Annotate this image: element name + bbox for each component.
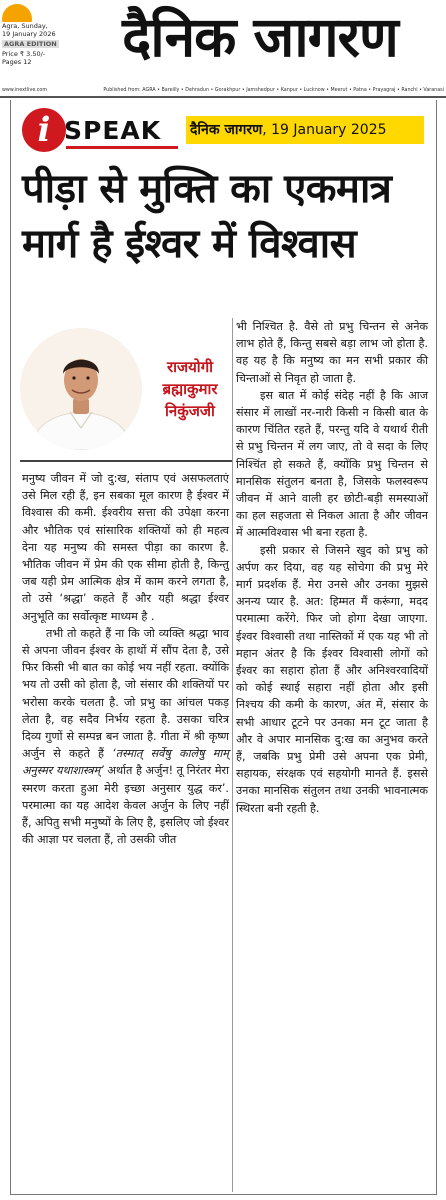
edition-badge: AGRA EDITION xyxy=(4,40,57,48)
masthead-date: 19 January 2026 xyxy=(2,30,56,38)
ispeak-underline xyxy=(66,146,178,149)
sun-logo-icon xyxy=(0,0,36,22)
website-link[interactable]: www.inextlive.com xyxy=(2,88,48,93)
author-name xyxy=(146,356,234,422)
masthead-city: Agra, Sunday, xyxy=(2,22,48,30)
column-divider xyxy=(232,318,233,1192)
ispeak-word: SPEAK xyxy=(64,116,162,145)
masthead-rule xyxy=(0,96,446,98)
article-headline xyxy=(22,162,426,272)
gita-quote: ‘तस्मात् सर्वेषु कालेषु माम् अनुस्मर यथाशास्त्रम्’ xyxy=(22,747,229,778)
paragraph-text: अर्थात है अर्जुन! तू निरंतर मेरा स्मरण करता हुआ मेरी इच्छा अनुसार युद्ध कर’. परमात्मा का यह आदेश केवल अर्जुन के लिए नहीं हैं, अपितु सभी मनुष्यों के लिए है, इसलिए जो ईश्वर की आज्ञा पर चलता हैं, तो उसकी जीत xyxy=(22,764,230,847)
paragraph: मनुष्य जीवन में जो दु:ख, संताप एवं असफलताएं उसे मिल रही हैं, इन सबका मूल कारण है ईश्वर में विश्वास की कमी. ईश्वरीय सत्ता की उपेक्षा करना और भौतिक एवं सांसारिक शक्तियों को ही महत्व देना यह मनुष्य की समस्त पीड़ा का कारण है. भौतिक जीवन में प्रेम की एक सीमा होती है, किन्तु जब यही प्रेम आत्मिक क्षेत्र में काम करने लगता है, तो उसे ‘श्रद्धा’ कहते हैं और यही श्रद्धा ईश्वर अनुभूति का सर्वोत्कृष्ट माध्यम है . xyxy=(22,472,229,623)
masthead-pages: Pages 12 xyxy=(2,58,32,66)
headline-line-2: मार्ग है ईश्वर में विश्वास xyxy=(22,221,357,267)
article-column-2 xyxy=(236,318,428,817)
paragraph-text: तभी तो कहते हैं ना कि जो व्यक्ति श्रद्धा भाव से अपना जीवन ईश्वर के हाथों में सौंप देता है, उसे फिर किसी भी बात का कोई भय नहीं रहता. क्योंकि भय तो उसी को होता है, जो संसार की शक्तियों पर भरोसा करके चलता है. जो प्रभु का आंचल पकड़ लेता है, वह सदैव निर्भय रहता है. उसका चरित्र दिव्य गुणों से सम्पन्न बन जाता है. गीता में श्री कृष्ण अर्जुन से कहते हैं xyxy=(22,626,229,761)
ispeak-i-icon: i xyxy=(22,108,66,152)
author-portrait-icon xyxy=(20,328,142,450)
section-dateline xyxy=(186,116,424,144)
masthead-info-bar xyxy=(0,86,446,95)
author-given-name: निकुंजजी xyxy=(165,402,215,420)
article-column-1 xyxy=(22,470,229,848)
ispeak-logo xyxy=(22,108,178,158)
newspaper-title: दैनिक जागरण xyxy=(122,5,398,69)
masthead-meta xyxy=(2,22,64,66)
headline-line-1: पीड़ा से मुक्ति का एकमात्र xyxy=(22,166,392,212)
frame-left-border xyxy=(10,100,11,1194)
paragraph: भी निश्चित है. वैसे तो प्रभु चिन्तन से अनेक लाभ होते हैं, किन्तु सबसे बड़ा लाभ जो होता है. वह यह है कि मनुष्य का मन सभी प्रकार की चिन्ताओं से निवृत हो जाता है. xyxy=(236,320,428,385)
author-title-2: ब्रह्माकुमार xyxy=(162,380,218,398)
paragraph: इस बात में कोई संदेह नहीं है कि आज संसार में लाखों नर-नारी किसी न किसी बात के कारण चिंतित रहते हैं, परन्तु यदि वे यथार्थ रीती से प्रभु चिन्तन में लग जाए, तो वे सदा के लिए निश्चिंत हो सकते हैं, क्योंकि प्रभु चिन्तन से मानसिक संतुलन बनता है, जिसके फलस्वरूप जीवन में आने वाली हर छोटी-बड़ी समस्याओं का हल सहजता से निकल आता है और जीवन में आत्मविश्वास भी बना रहता है. xyxy=(236,388,428,540)
author-photo xyxy=(20,328,142,450)
author-title-1: राजयोगी xyxy=(166,358,214,376)
masthead-price: Price ₹ 3.50/- xyxy=(2,50,46,58)
dateline-date: , 19 January 2025 xyxy=(262,122,387,138)
paragraph: इसी प्रकार से जिसने खुद को प्रभु को अर्पण कर दिया, वह यह सोचेगा की प्रभु मेरे मार्ग प्रदर्शक हैं. मेरा उनसे और उनका मुझसे अनन्य प्यार है. अत: हिम्मत मैं करूंगा, मदद परमात्मा करेंगे. फिर जो होगा देखा जाएगा. ईश्वर विश्वासी तथा नास्तिकों में एक यह भी तो महान अंतर है कि ईश्वर विश्वासी लोगों को ईश्वर का सहारा होता हैं और अनिश्वरवादियों को कोई स्थाई सहारा नहीं होता और इसी निश्चय की कमी के कारण, अंत में, संसार के सभी आधार टूटने पर उनका मन टूट जाता है और वे अपार मानसिक दु:ख का अनुभव करते हैं, जबकि प्रभु प्रेमी उसे अपना एक प्रेमी, सहायक, संरक्षक एवं सहयोगी मानते हैं. इससे उनका मानसिक संतुलन तथा उनकी भावनात्मक स्थिरता बनी रहती है. xyxy=(236,543,428,815)
published-from: Published from: AGRA • Bareilly • Dehradun • Gorakhpur • Jamshedpur • Kanpur • Lucknow • Meerut • Patna • Prayagraj • Ranchi • Varanasi xyxy=(103,88,444,93)
dateline-brand: दैनिक जागरण xyxy=(190,122,263,138)
masthead xyxy=(0,0,446,96)
author-divider xyxy=(20,460,232,462)
paragraph xyxy=(22,625,229,849)
frame-right-border xyxy=(436,100,437,1194)
frame-bottom-border xyxy=(10,1194,437,1195)
